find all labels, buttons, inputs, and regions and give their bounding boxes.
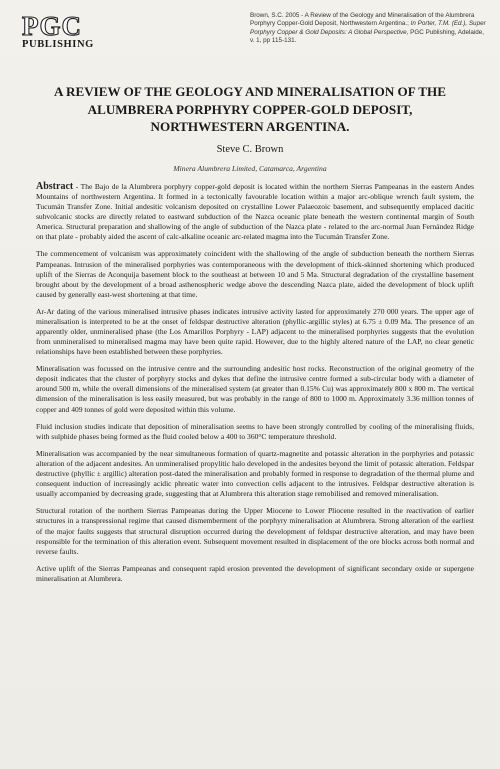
citation-block xyxy=(250,12,486,46)
abstract-label: Abstract xyxy=(36,181,74,192)
author-name: Steve C. Brown xyxy=(216,144,284,155)
paper-title xyxy=(20,83,480,136)
body-paragraph-2: Ar-Ar dating of the various mineralised intrusive phases indicates intrusive activity lasted for approximately 270 000 years. The upper age of mineralisation is interpreted to be at the onset of feldspar destructive alteration (phyllic-argillic styles) at 6.75 ± 0.09 Ma. The presence of an apparently older, unmineralised phase (the Los Amarillos Porphyry - LAP) adjacent to the mineralised porphyries suggests that the evolution from unmineralised to mineralised magma may have been quite rapid. However, due to the highly altered nature of the LAP, no clear genetic relationships have been established between these porphyries. xyxy=(36,306,474,357)
title-line-3: NORTHWESTERN ARGENTINA. xyxy=(150,119,350,134)
body-paragraph-4: Fluid inclusion studies indicate that deposition of mineralisation seems to have been strongly controlled by cooling of the mineralising fluids, with sulphide phases being formed as the fluid cooled below a 400 to 360°C temperature threshold. xyxy=(36,421,474,441)
author-affiliation: Minera Alumbrera Limited, Catamarca, Argentina xyxy=(173,164,327,173)
citation-source: In Porter, T.M. (Ed.), Super Porphyry Copper & Gold Deposits: A Global Perspective, xyxy=(250,20,486,36)
citation-text: Brown, S.C. 2005 - A Review of the Geology and Mineralisation of the Alumbrera Porphyry Copper-Gold Deposit, Northwestern Argentina.; xyxy=(250,12,475,28)
abstract-paragraph xyxy=(36,182,474,242)
citation-publisher: PGC Publishing, Adelaide, v. 1, pp 115-131. xyxy=(250,28,485,45)
logo-mark: PGC xyxy=(22,11,82,41)
paper-body xyxy=(36,182,474,591)
logo-subtitle: PUBLISHING xyxy=(22,39,94,50)
body-paragraph-5: Mineralisation was accompanied by the near simultaneous formation of quartz-magnetite and potassic alteration in the porphyries and potassic alteration of the adjacent andesites. An unmineralised propylitic halo developed in the andesites beyond the limit of potassic alteration. Feldspar destructive (phyllic ± argillic) alteration post-dated the mineralisation and probably formed in response to degradation of the thermal plume and consequent induction of increasingly acidic phreatic water into convection cells adjacent to the intrusives. Feldspar destructive alteration is usually accompanied by decreasing grade, suggesting that at Alumbrera this alteration stage remobilised and removed mineralisation. xyxy=(36,449,474,499)
title-line-1: A REVIEW OF THE GEOLOGY AND MINERALISATION OF THE xyxy=(54,84,446,99)
body-paragraph-1: The commencement of volcanism was approximately coincident with the shallowing of the angle of subduction beneath the northern Sierras Pampeanas. Intrusion of the mineralised porphyries was contemporaneous with the development of thick-skinned shortening which produced uplift of the Sierras de Aconquija basement block to the southeast at between 10 and 5 Ma. Structural degradation of the crystalline basement brought about by the development of a broad asthenospheric wedge above the descending Nazca plate, aided the development of block uplift caused by generally east-west shortening at that time. xyxy=(36,249,474,299)
body-paragraph-6: Structural rotation of the northern Sierras Pampeanas during the Upper Miocene to Lower Pliocene resulted in the reactivation of earlier structures in a transpressional regime that caused dismemberment of the porphyry mineralisation at Alumbrera. Strong alteration of the earliest of the major faults suggests that structural disruption occurred during the development of feldspar destructive alteration, and may have been responsible for the termination of this alteration event. Subsequent movement resulted in displacement of the ore blocks across both normal and reverse faults. xyxy=(36,506,474,556)
body-paragraph-3: Mineralisation was focussed on the intrusive centre and the surrounding andesitic host rocks. Reconstruction of the original geometry of the deposit indicates that the cluster of porphyry stocks and dykes that define the intrusive centre formed a sub-circular body with a diameter of around 500 m, while the overall dimensions of the mineralised system (at greater than 0.15% Cu) was approximately 800 x 800 m. The vertical dimension of the mineralisation is less easily measured, but was probably in the range of 800 to 1000 m. Approximately 3.36 million tonnes of copper and 409 tonnes of gold were deposited within this volume. xyxy=(36,364,474,414)
body-paragraph-7: Active uplift of the Sierras Pampeanas and consequent rapid erosion prevented the development of significant secondary oxide or supergene mineralisation at Alumbrera. xyxy=(36,563,474,583)
abstract-text: - The Bajo de la Alumbrera porphyry copper-gold deposit is located within the northern Sierras Pampeanas in the eastern Andes Mountains of northwestern Argentina. It formed in a tectonically favourable location within a major arc-oblique wrench fault system, the Tucumán Transfer Zone. Initial andesitic volcanism deposited on crystalline Lower Palaeozoic basement, and subsequently emplaced dacitic subvolcanic stocks are directly related to eastward subduction of the Nazca oceanic plate beneath the western continental margin of South America. Structural preparation and shallowing of the angle of subduction of the Nazca plate - related to the arc-normal Juan Fernández Ridge on that plate - probably aided the ascent of calc-alkaline oceanic arc-related magma into the Tucumán Transfer Zone. xyxy=(36,182,474,242)
title-line-2: ALUMBRERA PORPHYRY COPPER-GOLD DEPOSIT, xyxy=(87,101,413,117)
pgc-publishing-logo xyxy=(22,11,94,50)
